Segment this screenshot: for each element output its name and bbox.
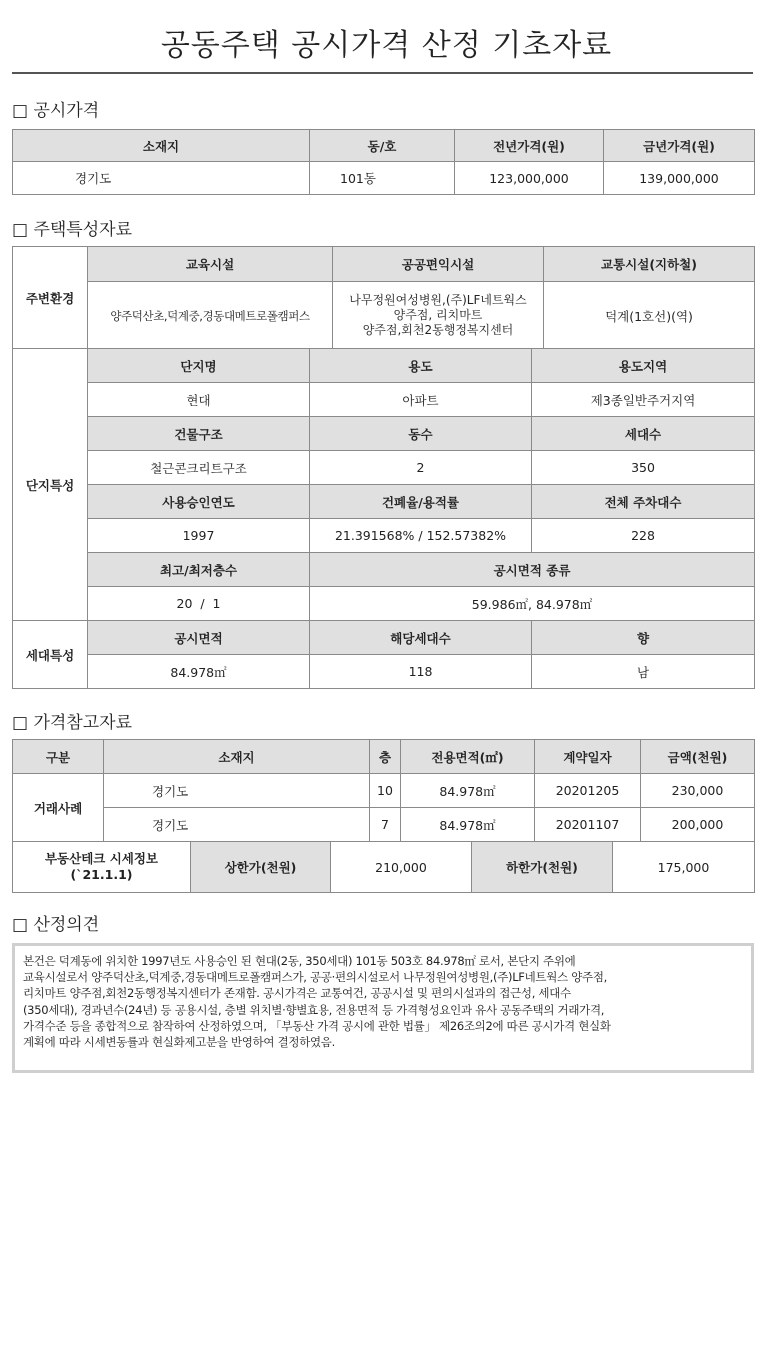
cell-parking: 228 (532, 519, 755, 553)
cell-public-line3: 양주점,회천2동행정복지센터 (362, 323, 514, 337)
cell-building-count: 2 (310, 451, 532, 485)
cell-unit-count: 118 (310, 655, 532, 689)
header-dong-ho: 동/호 (310, 130, 455, 162)
cell-unit-area: 84.978㎡ (88, 655, 310, 689)
title-divider (12, 72, 753, 74)
transaction-label: 거래사례 (13, 774, 104, 842)
header-ref-location: 소재지 (104, 740, 370, 774)
cell-household-count: 350 (532, 451, 755, 485)
header-household-count: 세대수 (532, 417, 755, 451)
header-contract-date: 계약일자 (535, 740, 641, 774)
header-floors: 최고/최저층수 (88, 553, 310, 587)
section-housing-heading: □ 주택특성자료 (12, 220, 132, 240)
cell-curr-price: 139,000,000 (604, 162, 755, 195)
header-unit-count: 해당세대수 (310, 621, 532, 655)
header-category: 구분 (13, 740, 104, 774)
header-area-types: 공시면적 종류 (310, 553, 755, 587)
cell-ref-amount: 230,000 (641, 774, 755, 808)
cell-ref-date: 20201205 (535, 774, 641, 808)
complex-label: 단지특성 (13, 349, 88, 621)
cell-usage: 아파트 (310, 383, 532, 417)
header-curr-price: 금년가격(원) (604, 130, 755, 162)
cell-ref-location: 경기도 (104, 774, 370, 808)
header-transport: 교통시설(지하철) (544, 247, 755, 282)
cell-dong-ho: 101동 (310, 162, 455, 195)
cell-ref-floor: 10 (370, 774, 401, 808)
cell-structure: 철근콘크리트구조 (88, 451, 310, 485)
cell-ref-location: 경기도 (104, 808, 370, 842)
header-location: 소재지 (13, 130, 310, 162)
header-upper-price: 상한가(천원) (191, 842, 331, 893)
header-amount: 금액(천원) (641, 740, 755, 774)
header-education: 교육시설 (88, 247, 333, 282)
opinion-line: 계획에 따라 시세변동률과 현실화제고분을 반영하여 결정하였음. (23, 1035, 335, 1050)
cell-ref-area: 84.978㎡ (401, 774, 535, 808)
market-label-line1: 부동산테크 시세정보 (44, 851, 159, 866)
market-price-table (12, 841, 755, 893)
opinion-box (12, 943, 754, 1073)
surroundings-label: 주변환경 (13, 247, 88, 350)
page-title: 공동주택 공시가격 산정 기초자료 (160, 28, 613, 63)
opinion-line: 리치마트 양주점,회천2동행정복지센터가 존재함. 공시가격은 교통여건, 공공시설 및 편의시설과의 접근성, 세대수 (23, 986, 571, 1001)
price-table (12, 129, 755, 195)
section-reference-heading: □ 가격참고자료 (12, 713, 132, 733)
table-row (13, 774, 755, 808)
cell-area-types: 59.986㎡, 84.978㎡ (310, 587, 755, 621)
cell-upper-price: 210,000 (331, 842, 472, 893)
cell-prev-price: 123,000,000 (455, 162, 604, 195)
cell-ref-floor: 7 (370, 808, 401, 842)
cell-floors: 20 / 1 (88, 587, 310, 621)
reference-table (12, 739, 755, 842)
cell-zone: 제3종일반주거지역 (532, 383, 755, 417)
cell-ref-date: 20201107 (535, 808, 641, 842)
header-public: 공공편익시설 (333, 247, 544, 282)
header-approval-year: 사용승인연도 (88, 485, 310, 519)
complex-table (12, 348, 755, 621)
header-zone: 용도지역 (532, 349, 755, 383)
unit-label: 세대특성 (13, 621, 88, 689)
opinion-line: 가격수준 등을 종합적으로 참작하여 산정하였으며, 「부동산 가격 공시에 관한 법률」 제26조의2에 따른 공시가격 현실화 (23, 1018, 611, 1033)
cell-education: 양주덕산초,덕계중,경동대메트로폴캠퍼스 (88, 282, 333, 350)
header-unit-area: 공시면적 (88, 621, 310, 655)
cell-lower-price: 175,000 (613, 842, 755, 893)
cell-coverage-ratio: 21.391568% / 152.57382% (310, 519, 532, 553)
header-parking: 전체 주차대수 (532, 485, 755, 519)
unit-table (12, 620, 755, 689)
cell-public-line1: 나무정원여성병원,(주)LF네트웍스 (349, 293, 527, 307)
header-exclusive-area: 전용면적(㎡) (401, 740, 535, 774)
cell-complex-name: 현대 (88, 383, 310, 417)
opinion-line: 교육시설로서 양주덕산초,덕계중,경동대메트로폴캠퍼스가, 공공·편의시설로서 나무정원여성병원,(주)LF네트웍스 양주점, (23, 970, 607, 985)
cell-approval-year: 1997 (88, 519, 310, 553)
cell-transport: 덕계(1호선)(역) (544, 282, 755, 350)
table-row (13, 808, 755, 842)
section-opinion-heading: □ 산정의견 (12, 915, 100, 935)
header-structure: 건물구조 (88, 417, 310, 451)
opinion-line: 본건은 덕계동에 위치한 1997년도 사용승인 된 현대(2동, 350세대) 101동 503호 84.978㎡ 로서, 본단지 주위에 (23, 954, 576, 968)
market-label-line2: (`21.1.1) (70, 867, 133, 882)
header-prev-price: 전년가격(원) (455, 130, 604, 162)
header-coverage-ratio: 건폐율/용적률 (310, 485, 532, 519)
cell-ref-area: 84.978㎡ (401, 808, 535, 842)
header-lower-price: 하한가(천원) (472, 842, 613, 893)
cell-ref-amount: 200,000 (641, 808, 755, 842)
header-direction: 향 (532, 621, 755, 655)
section-price-heading: □ 공시가격 (12, 101, 100, 121)
header-complex-name: 단지명 (88, 349, 310, 383)
surroundings-table (12, 246, 755, 350)
opinion-line: (350세대), 경과년수(24년) 등 공용시설, 층별 위치별·향별효용, 전용면적 등 가격형성요인과 유사 공동주택의 거래가격, (23, 1002, 605, 1017)
header-building-count: 동수 (310, 417, 532, 451)
header-usage: 용도 (310, 349, 532, 383)
cell-location: 경기도 (13, 162, 310, 195)
cell-direction: 남 (532, 655, 755, 689)
header-floor: 층 (370, 740, 401, 774)
cell-public-line2: 양주점, 리치마트 (393, 308, 483, 322)
